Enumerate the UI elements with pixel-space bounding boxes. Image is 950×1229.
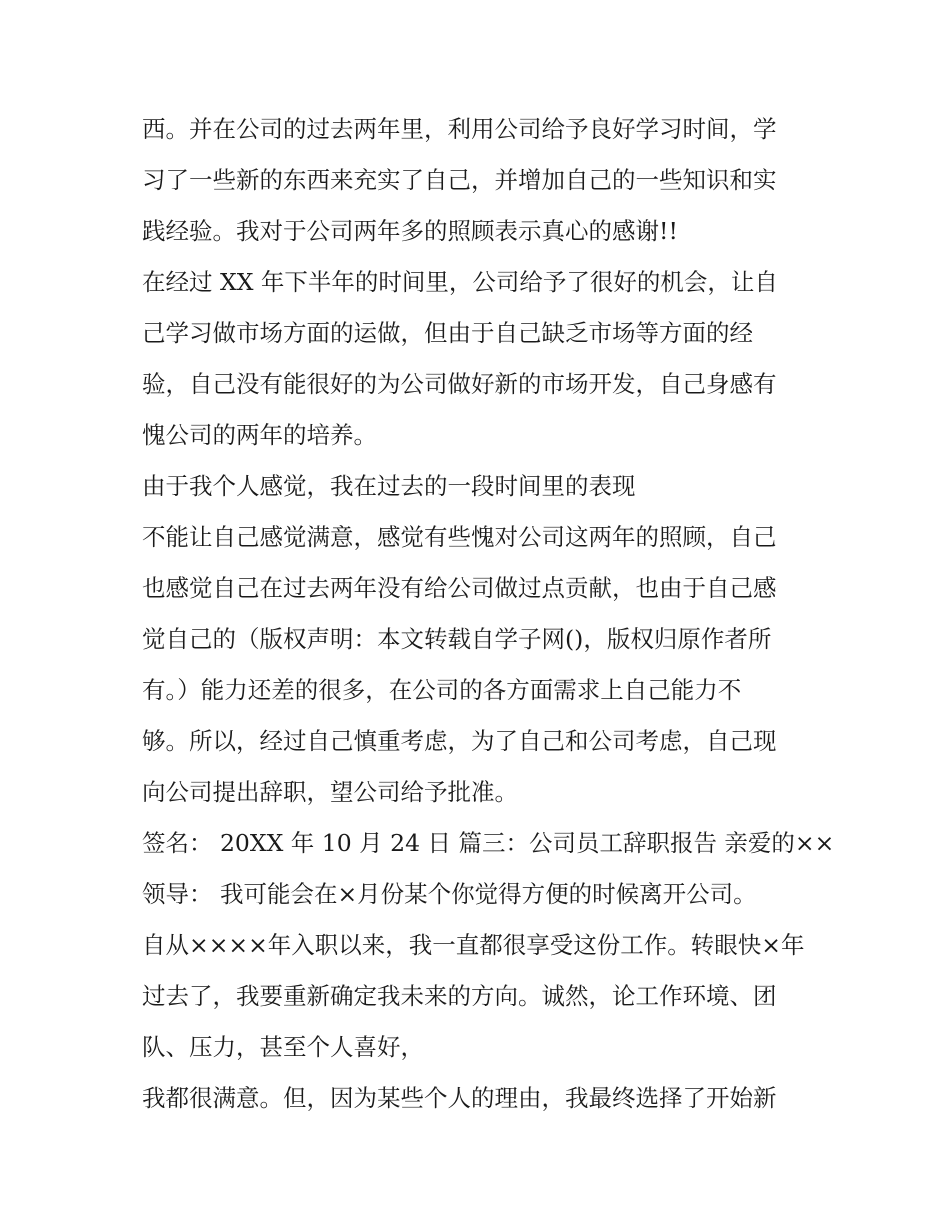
document-body [142, 104, 835, 1124]
text-line: 习了一些新的东西来充实了自己，并增加自己的一些知识和实 [142, 166, 777, 194]
text-line: 由于我个人感觉，我在过去的一段时间里的表现 [142, 472, 636, 500]
text-line: 在经过 XX 年下半年的时间里，公司给予了很好的机会，让自 [142, 268, 778, 296]
text-line: 不能让自己感觉满意，感觉有些愧对公司这两年的照顾，自己 [142, 523, 777, 551]
text-line: 向公司提出辞职，望公司给予批准。 [142, 778, 518, 806]
text-line: 有。）能力还差的很多，在公司的各方面需求上自己能力不 [142, 676, 742, 704]
text-line: 验，自己没有能很好的为公司做好新的市场开发，自己身感有 [142, 370, 777, 398]
text-line: 签名： 20XX 年 10 月 24 日 篇三：公司员工辞职报告 亲爱的×× [142, 829, 835, 857]
text-line: 践经验。我对于公司两年多的照顾表示真心的感谢!! [142, 217, 678, 245]
text-line: 我都很满意。但，因为某些个人的理由，我最终选择了开始新 [142, 1084, 777, 1112]
text-line: 也感觉自己在过去两年没有给公司做过点贡献，也由于自己感 [142, 574, 777, 602]
text-line: 领导： 我可能会在×月份某个你觉得方便的时候离开公司。 [142, 880, 757, 908]
text-line: 够。所以，经过自己慎重考虑，为了自己和公司考虑，自己现 [142, 727, 777, 755]
text-line: 队、压力，甚至个人喜好， [142, 1033, 424, 1061]
text-line: 西。并在公司的过去两年里，利用公司给予良好学习时间，学 [142, 115, 777, 143]
text-line: 己学习做市场方面的运做，但由于自己缺乏市场等方面的经 [142, 319, 753, 347]
text-line: 过去了，我要重新确定我未来的方向。诚然，论工作环境、团 [142, 982, 777, 1010]
text-line: 愧公司的两年的培养。 [142, 421, 377, 449]
text-line: 自从××××年入职以来，我一直都很享受这份工作。转眼快×年 [142, 931, 805, 959]
text-line: 觉自己的（版权声明：本文转载自学子网()，版权归原作者所 [142, 625, 772, 653]
